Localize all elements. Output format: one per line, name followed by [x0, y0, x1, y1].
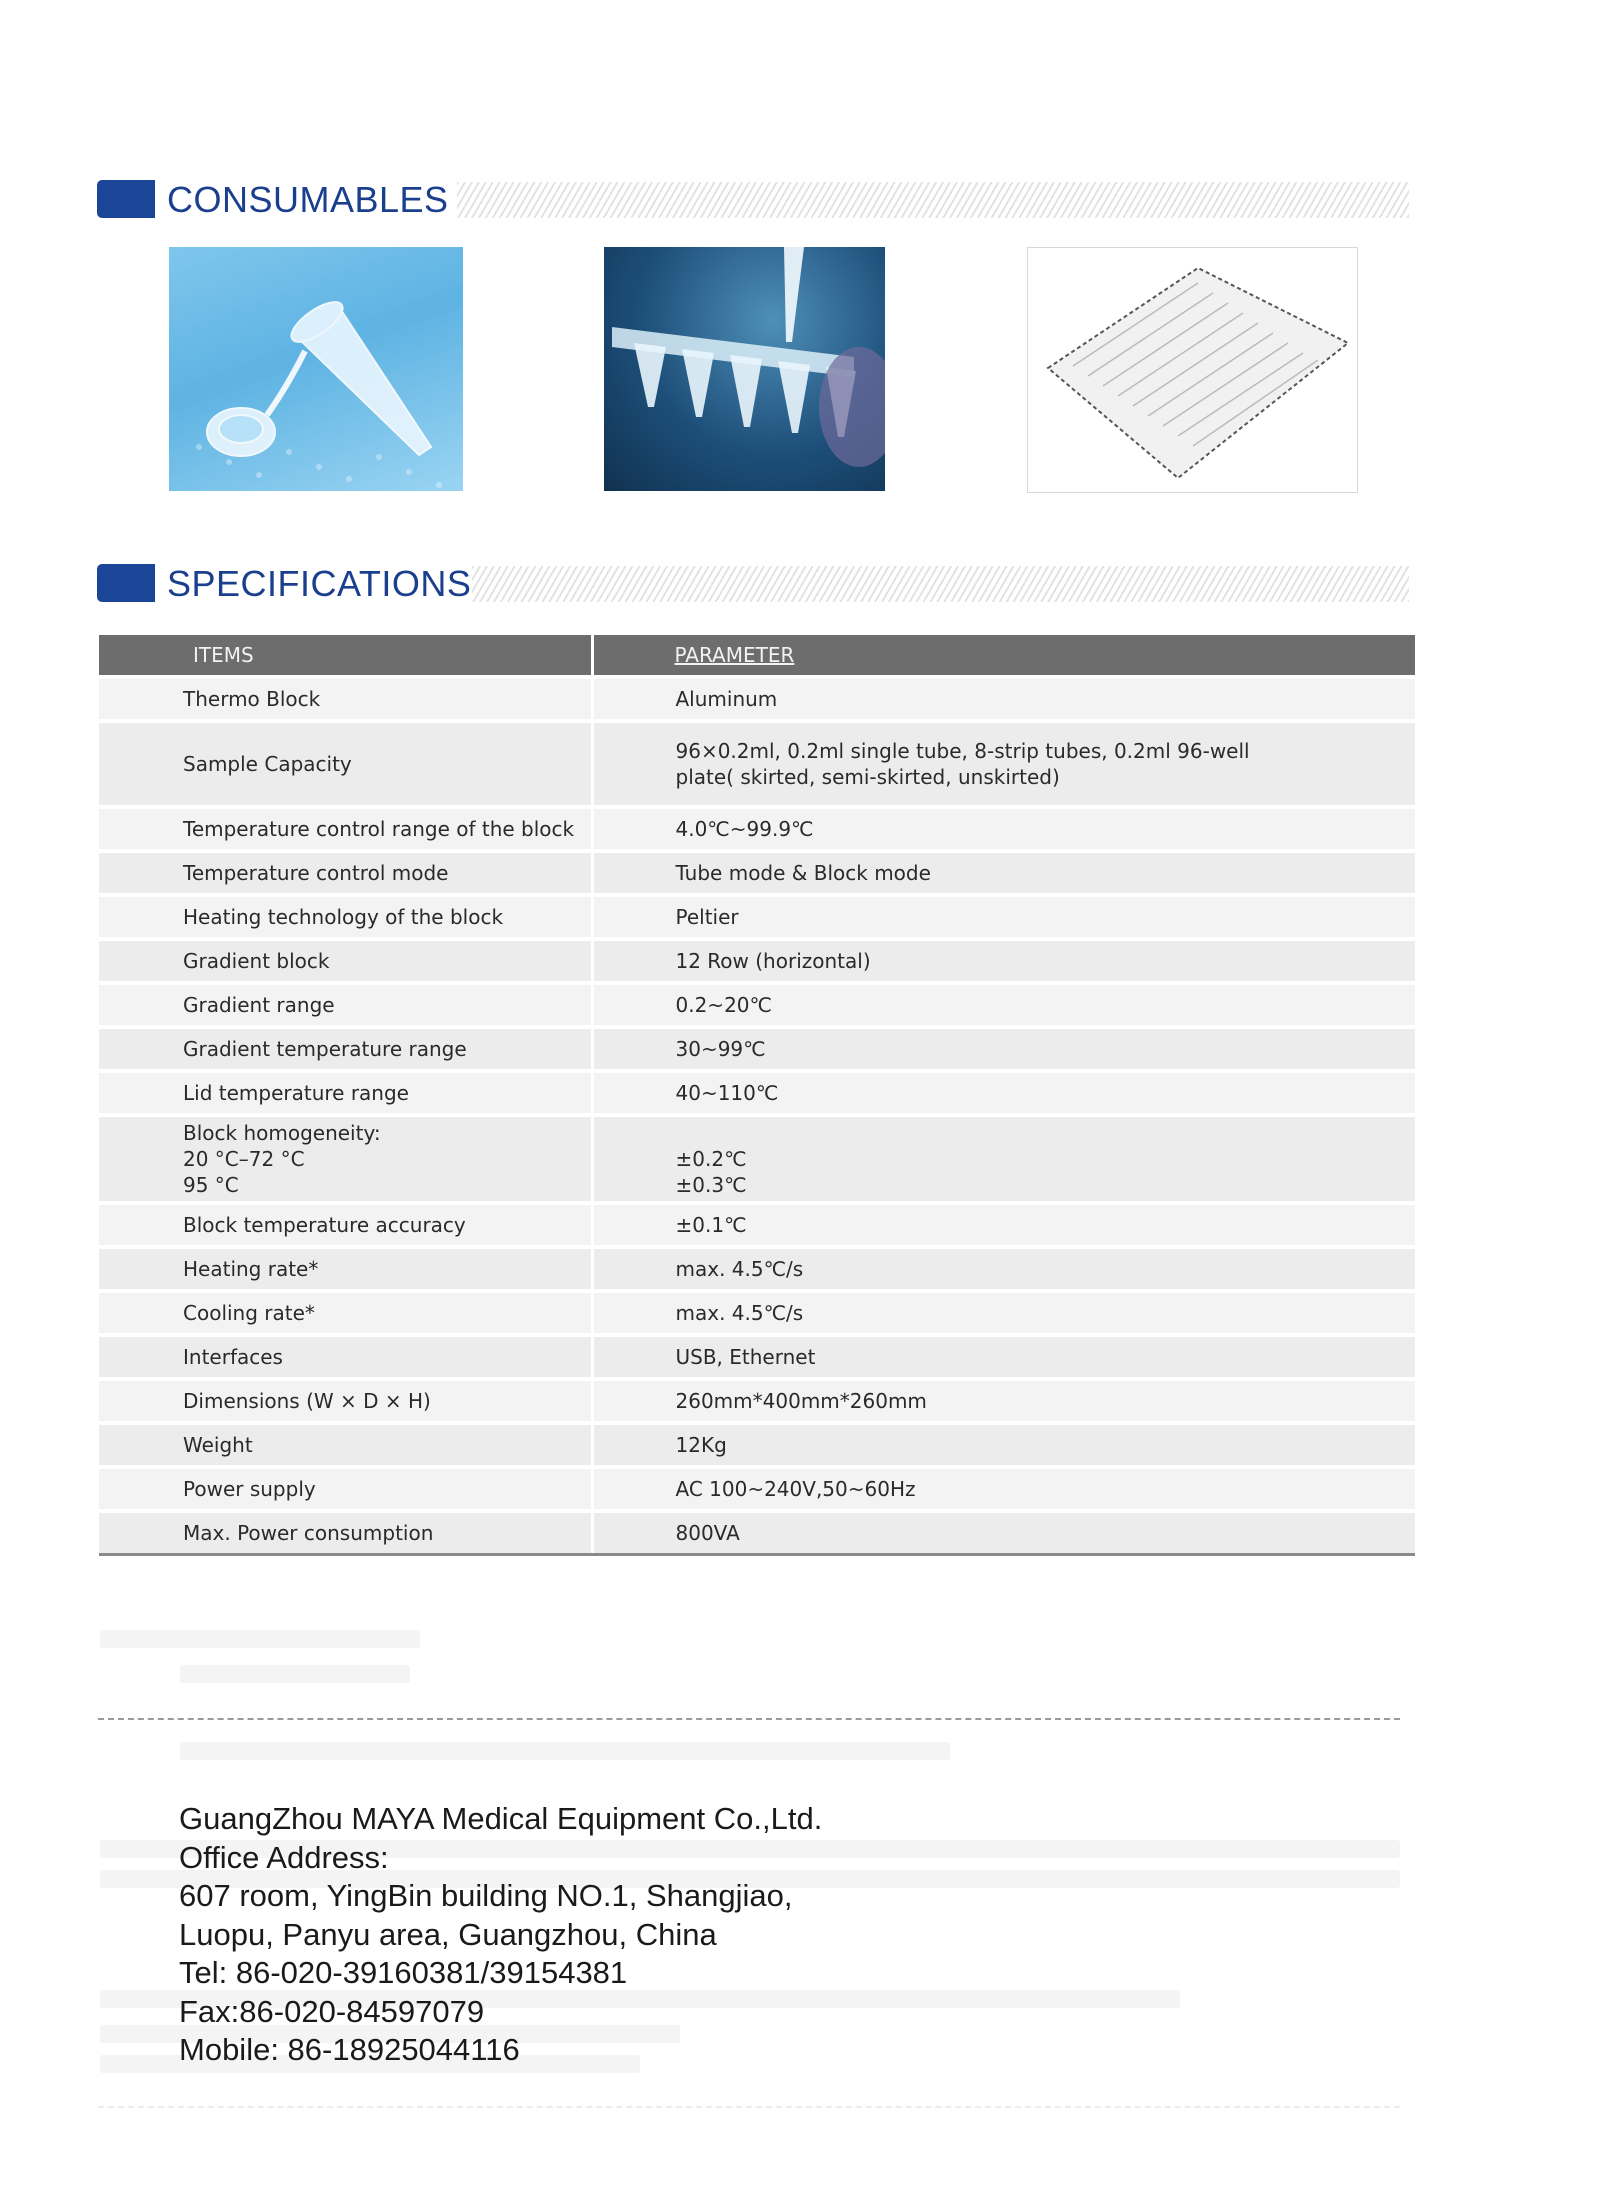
item-cell: Cooling rate* — [99, 1291, 592, 1335]
item-cell: Block temperature accuracy — [99, 1203, 592, 1247]
table-row — [99, 1071, 1415, 1115]
table-row — [99, 1335, 1415, 1379]
table-row — [99, 1027, 1415, 1071]
table-row — [99, 807, 1415, 851]
table-row — [99, 983, 1415, 1027]
specifications-section-header — [97, 562, 1409, 606]
hatch-decoration — [457, 182, 1409, 218]
parameter-cell: 96×0.2ml, 0.2ml single tube, 8-strip tubes, 0.2ml 96-well plate( skirted, semi-skirted, unskirted) — [592, 721, 1415, 807]
item-cell: Temperature control range of the block — [99, 807, 592, 851]
table-row — [99, 895, 1415, 939]
fax: Fax:86-020-84597079 — [179, 1993, 485, 2029]
item-cell: Block homogeneity: 20 °C–72 °C 95 °C — [99, 1115, 592, 1203]
parameter-cell: 30~99℃ — [592, 1027, 1415, 1071]
table-row — [99, 1423, 1415, 1467]
eight-strip-tubes-image — [604, 247, 885, 491]
company-contact-block — [179, 1800, 822, 2070]
parameter-cell: max. 4.5℃/s — [592, 1291, 1415, 1335]
parameter-cell: 0.2~20℃ — [592, 983, 1415, 1027]
faded-text-remnant — [180, 1665, 410, 1683]
address-line-2: Luopu, Panyu area, Guangzhou, China — [179, 1916, 717, 1952]
item-cell: Gradient range — [99, 983, 592, 1027]
parameter-cell: Peltier — [592, 895, 1415, 939]
table-row — [99, 1203, 1415, 1247]
specifications-table — [99, 635, 1415, 1556]
parameter-cell: Tube mode & Block mode — [592, 851, 1415, 895]
item-cell: Heating rate* — [99, 1247, 592, 1291]
faded-text-remnant — [180, 1742, 950, 1760]
office-address-label: Office Address: — [179, 1839, 389, 1875]
address-line-1: 607 room, YingBin building NO.1, Shangjiao, — [179, 1878, 793, 1913]
parameter-cell: 12 Row (horizontal) — [592, 939, 1415, 983]
parameter-cell: Aluminum — [592, 677, 1415, 721]
parameter-cell: ±0.1℃ — [592, 1203, 1415, 1247]
table-row — [99, 1379, 1415, 1423]
table-row — [99, 851, 1415, 895]
parameter-cell: 40~110℃ — [592, 1071, 1415, 1115]
parameter-column-header: PARAMETER — [592, 635, 1415, 677]
parameter-cell: 800VA — [592, 1511, 1415, 1555]
table-row — [99, 939, 1415, 983]
table-row — [99, 1247, 1415, 1291]
parameter-cell: max. 4.5℃/s — [592, 1247, 1415, 1291]
consumables-section-header — [97, 178, 1409, 222]
table-row — [99, 1291, 1415, 1335]
item-cell: Weight — [99, 1423, 592, 1467]
section-tab-marker — [97, 180, 155, 218]
item-cell: Sample Capacity — [99, 721, 592, 807]
telephone: Tel: 86-020-39160381/39154381 — [179, 1955, 628, 1990]
mobile: Mobile: 86-18925044116 — [179, 2032, 520, 2067]
items-column-header: ITEMS — [99, 635, 592, 677]
parameter-cell: 260mm*400mm*260mm — [592, 1379, 1415, 1423]
item-cell: Dimensions (W × D × H) — [99, 1379, 592, 1423]
item-cell: Gradient block — [99, 939, 592, 983]
item-cell: Thermo Block — [99, 677, 592, 721]
section-title: SPECIFICATIONS — [167, 563, 472, 604]
parameter-cell: 4.0℃~99.9℃ — [592, 807, 1415, 851]
table-header-row — [99, 635, 1415, 677]
dashed-divider — [98, 2106, 1400, 2108]
hatch-decoration — [472, 566, 1409, 602]
single-tube-image — [169, 247, 463, 491]
table-row — [99, 1115, 1415, 1203]
parameter-cell: ±0.2℃ ±0.3℃ — [592, 1115, 1415, 1203]
table-row — [99, 1511, 1415, 1555]
faded-text-remnant — [100, 1630, 420, 1648]
item-cell: Max. Power consumption — [99, 1511, 592, 1555]
company-name: GuangZhou MAYA Medical Equipment Co.,Ltd. — [179, 1801, 823, 1836]
table-row — [99, 677, 1415, 721]
section-tab-marker — [97, 564, 155, 602]
table-row — [99, 1467, 1415, 1511]
item-cell: Temperature control mode — [99, 851, 592, 895]
dashed-divider — [98, 1718, 1400, 1720]
96-well-plate-image — [1027, 247, 1358, 493]
item-cell: Lid temperature range — [99, 1071, 592, 1115]
item-cell: Interfaces — [99, 1335, 592, 1379]
item-cell: Heating technology of the block — [99, 895, 592, 939]
section-title: CONSUMABLES — [167, 179, 449, 220]
parameter-cell: AC 100~240V,50~60Hz — [592, 1467, 1415, 1511]
item-cell: Power supply — [99, 1467, 592, 1511]
parameter-cell: 12Kg — [592, 1423, 1415, 1467]
item-cell: Gradient temperature range — [99, 1027, 592, 1071]
parameter-cell: USB, Ethernet — [592, 1335, 1415, 1379]
table-row — [99, 721, 1415, 807]
